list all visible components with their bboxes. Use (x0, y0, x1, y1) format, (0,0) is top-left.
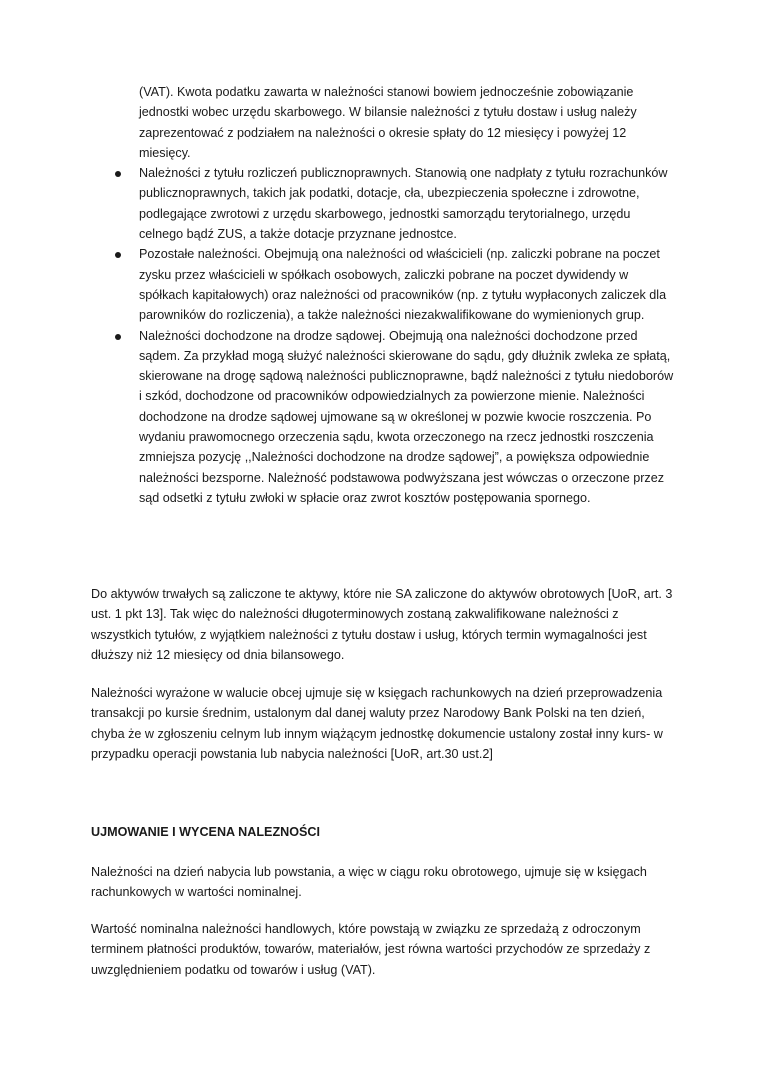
paragraph-fixed-assets: Do aktywów trwałych są zaliczone te aktywy, które nie SA zaliczone do aktywów obrotowych [UoR, art. 3 ust. 1 pkt 13]. Tak więc do należności długoterminowych zostaną zakwalifikowane należności z wszystkich tytułów, z wyjątkiem należności z tytułu dostaw i usług, których termin wymagalności jest dłuższy niż 12 miesięcy od dnia bilansowego. (91, 587, 673, 662)
paragraph-trade: Wartość nominalna należności handlowych, które powstają w związku ze sprzedażą z odroczonym terminem płatności produktów, towarów, materiałów, jest równa wartości przychodów ze sprzedaży z uwzględnieniem podatku od towarów i usług (VAT). (91, 922, 651, 977)
bullet-icon (115, 171, 121, 177)
section-heading: UJMOWANIE I WYCENA NALEZNOŚCI (91, 825, 321, 839)
bullet-icon (115, 252, 121, 258)
paragraph-nominal: Należności na dzień nabycia lub powstania, a więc w ciągu roku obrotowego, ujmuje się w księgach rachunkowych w wartości nominalnej. (91, 865, 647, 900)
bullet-text: Należności dochodzone na drodze sądowej. Obejmują ona należności dochodzone przed sądem. Za przykład mogą służyć należności skierowane do sądu, gdy dłużnik zwleka ze spłatą, skierowane na drogę sądową należności publicznoprawne, bądź należności z tytułu niedoborów i szkód, dochodzone od pracowników odpowiedzialnych za powierzone mienie. Należności dochodzone na drodze sądowej ujmowane są w określonej w pozwie kwocie roszczenia. Po wydaniu prawomocnego orzeczenia sądu, kwota orzeczonego na rzecz jednostki roszczenia zmniejsza pozycję ,,Należności dochodzone na drodze sądowej”, a powiększa odpowiednie należności bezsporne. Należność podstawowa podwyższana jest wówczas o orzeczone przez sąd odsetki z tytułu zwłoki w spłacie oraz zwrot kosztów postępowania spornego. (139, 328, 674, 505)
list-item (95, 163, 675, 244)
list-item (95, 244, 675, 325)
bullet-text: Pozostałe należności. Obejmują ona należności od właścicieli (np. zaliczki pobrane na poczet zysku przez właścicieli w spółkach osobowych, zaliczki pobrane na poczet dywidendy w spółkach kapitałowych) oraz należności od pracowników (np. z tytułu wypłaconych zaliczek dla parowników do rozliczenia), a także należności niezakwalifikowane do wymienionych grup. (139, 247, 667, 323)
bullet-text: (VAT). Kwota podatku zawarta w należności stanowi bowiem jednocześnie zobowiązanie jednostki wobec urzędu skarbowego. W bilansie należności z tytułu dostaw i usług należy zaprezentować z podziałem na należności o okresie spłaty do 12 miesięcy i powyżej 12 miesięcy. (139, 85, 637, 160)
paragraph-foreign-currency: Należności wyrażone w walucie obcej ujmuje się w księgach rachunkowych na dzień przeprowadzenia transakcji po kursie średnim, ustalonym dal danej waluty przez Narodowy Bank Polski na ten dzień, chyba że w zgłoszeniu celnym lub innym wiążącym jednostkę dokumencie ustalony został inny kurs- w przypadku operacji powstania lub nabycia należności [UoR, art.30 ust.2] (91, 686, 663, 761)
list-item (95, 326, 675, 509)
bullet-icon (115, 334, 121, 340)
bullet-text: Należności z tytułu rozliczeń publicznoprawnych. Stanowią one nadpłaty z tytułu rozrachunków publicznoprawnych, takich jak podatki, dotacje, cła, ubezpieczenia społeczne i zdrowotne, podlegające zwrotowi z urzędu skarbowego, jednostki samorządu terytorialnego, urzędu celnego bądź ZUS, a także dotacje przyznane jednostce. (139, 166, 668, 242)
bullet-list (95, 82, 675, 508)
list-item (95, 82, 675, 163)
